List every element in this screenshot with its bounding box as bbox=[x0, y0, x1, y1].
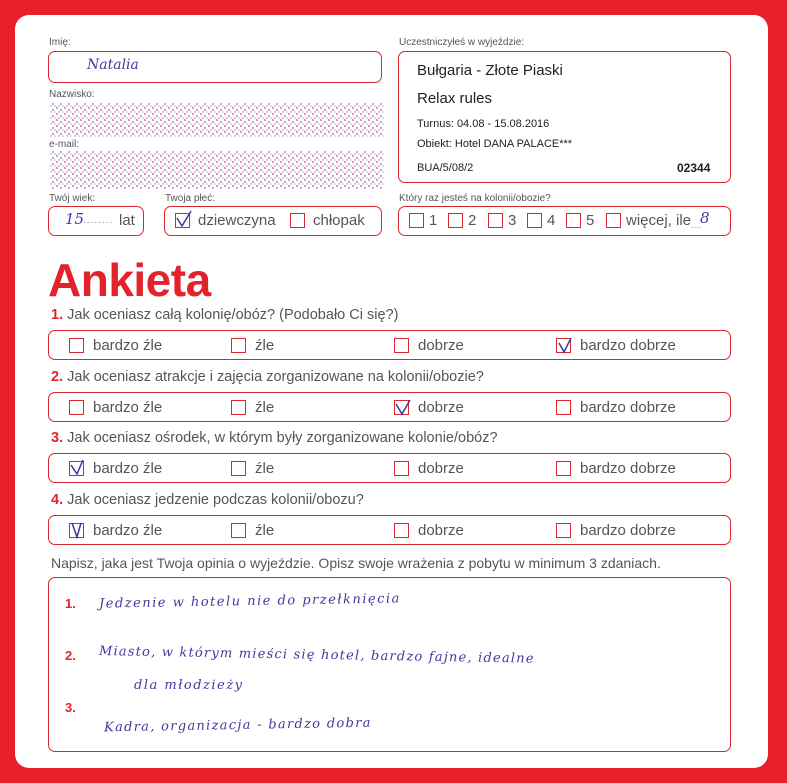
q3-zle-label: źle bbox=[255, 460, 275, 477]
visits-option-5-checkbox[interactable] bbox=[566, 213, 581, 228]
q2-zle-label: źle bbox=[255, 399, 275, 416]
question-2 bbox=[51, 369, 484, 385]
age-unit: lat bbox=[119, 212, 135, 229]
trip-program: Relax rules bbox=[417, 90, 493, 107]
age-dots: ........ bbox=[83, 215, 114, 226]
visits-more-label: więcej, ile bbox=[626, 212, 692, 229]
q2-bardzo-dobrze-checkbox[interactable] bbox=[556, 400, 571, 415]
visits-option-1-label: 1 bbox=[429, 212, 438, 229]
gender-field bbox=[164, 206, 382, 236]
name-value: Natalia bbox=[87, 57, 139, 73]
q3-dobrze-checkbox[interactable] bbox=[394, 461, 409, 476]
visits-option-4-label: 4 bbox=[547, 212, 556, 229]
question-2-text: Jak oceniasz atrakcje i zajęcia zorganizowane na kolonii/obozie? bbox=[67, 369, 484, 385]
q4-bardzo-dobrze-checkbox[interactable] bbox=[556, 523, 571, 538]
q3-dobrze-label: dobrze bbox=[418, 460, 464, 477]
visits-option-4-checkbox[interactable] bbox=[527, 213, 542, 228]
q1-bardzo-dobrze-label: bardzo dobrze bbox=[580, 337, 676, 354]
email-redacted bbox=[48, 149, 386, 191]
q2-zle-checkbox[interactable] bbox=[231, 400, 246, 415]
question-2-number: 2. bbox=[51, 369, 64, 385]
visits-more-value: 8 bbox=[700, 209, 710, 227]
surname-label: Nazwisko: bbox=[49, 89, 95, 100]
opinion-line-1-number: 1. bbox=[65, 596, 76, 611]
question-1-text: Jak oceniasz całą kolonię/obóz? (Podobało Ci się?) bbox=[67, 307, 399, 323]
question-4-options bbox=[48, 515, 731, 545]
q2-dobrze-label: dobrze bbox=[418, 399, 464, 416]
q2-bardzo-zle-checkbox[interactable] bbox=[69, 400, 84, 415]
opinion-line-3-text: Kadra, organizacja - bardzo dobra bbox=[103, 715, 372, 736]
q4-zle-checkbox[interactable] bbox=[231, 523, 246, 538]
visits-option-1-checkbox[interactable] bbox=[409, 213, 424, 228]
q1-bardzo-zle-label: bardzo źle bbox=[93, 337, 163, 354]
q3-bardzo-dobrze-label: bardzo dobrze bbox=[580, 460, 676, 477]
visits-more-checkbox[interactable] bbox=[606, 213, 621, 228]
question-3 bbox=[51, 430, 498, 446]
trip-obiekt: Obiekt: Hotel DANA PALACE*** bbox=[417, 138, 573, 150]
gender-male-label: chłopak bbox=[313, 212, 365, 229]
survey-sheet bbox=[15, 15, 768, 768]
gender-female-checkbox[interactable] bbox=[175, 213, 190, 228]
q4-zle-label: źle bbox=[255, 522, 275, 539]
visits-option-3-label: 3 bbox=[508, 212, 517, 229]
opinion-box[interactable] bbox=[48, 577, 731, 752]
question-4-text: Jak oceniasz jedzenie podczas kolonii/obozu? bbox=[67, 492, 364, 508]
age-value: 15 bbox=[65, 210, 85, 228]
age-field[interactable] bbox=[48, 206, 144, 236]
opinion-line-2-number: 2. bbox=[65, 648, 76, 663]
q2-bardzo-zle-label: bardzo źle bbox=[93, 399, 163, 416]
q1-dobrze-label: dobrze bbox=[418, 337, 464, 354]
trip-label: Uczestniczyłeś w wyjeździe: bbox=[399, 37, 525, 48]
opinion-line-1-text: Jedzenie w hotelu nie do przełknięcia bbox=[98, 591, 401, 612]
trip-code: BUA/5/08/2 bbox=[417, 162, 474, 174]
question-3-text: Jak oceniasz ośrodek, w którym były zorganizowane kolonie/obóz? bbox=[67, 430, 498, 446]
q1-bardzo-dobrze-checkbox[interactable] bbox=[556, 338, 571, 353]
q1-bardzo-zle-checkbox[interactable] bbox=[69, 338, 84, 353]
q3-zle-checkbox[interactable] bbox=[231, 461, 246, 476]
opinion-line-3-number: 3. bbox=[65, 700, 76, 715]
question-1 bbox=[51, 307, 398, 323]
q3-bardzo-dobrze-checkbox[interactable] bbox=[556, 461, 571, 476]
gender-female-label: dziewczyna bbox=[198, 212, 276, 229]
q1-zle-checkbox[interactable] bbox=[231, 338, 246, 353]
question-1-options bbox=[48, 330, 731, 360]
visits-label: Który raz jesteś na kolonii/obozie? bbox=[399, 193, 551, 204]
trip-number: 02344 bbox=[677, 161, 711, 175]
q4-dobrze-label: dobrze bbox=[418, 522, 464, 539]
q4-bardzo-zle-label: bardzo źle bbox=[93, 522, 163, 539]
visits-option-3-checkbox[interactable] bbox=[488, 213, 503, 228]
question-4 bbox=[51, 492, 364, 508]
trip-box bbox=[398, 51, 731, 183]
gender-label: Twoja płeć: bbox=[165, 193, 216, 204]
visits-more-dots: .... bbox=[691, 220, 702, 230]
question-1-number: 1. bbox=[51, 307, 64, 323]
email-label: e-mail: bbox=[49, 139, 80, 150]
survey-title: Ankieta bbox=[48, 254, 211, 306]
opinion-line-2-cont: dla młodzieży bbox=[134, 678, 244, 693]
q1-dobrze-checkbox[interactable] bbox=[394, 338, 409, 353]
q3-bardzo-zle-label: bardzo źle bbox=[93, 460, 163, 477]
visits-option-5-label: 5 bbox=[586, 212, 595, 229]
trip-turnus: Turnus: 04.08 - 15.08.2016 bbox=[417, 118, 550, 130]
q1-zle-label: źle bbox=[255, 337, 275, 354]
gender-male-checkbox[interactable] bbox=[290, 213, 305, 228]
question-3-options bbox=[48, 453, 731, 483]
question-3-number: 3. bbox=[51, 430, 64, 446]
q4-bardzo-dobrze-label: bardzo dobrze bbox=[580, 522, 676, 539]
opinion-prompt: Napisz, jaka jest Twoja opinia o wyjeździe. Opisz swoje wrażenia z pobytu w minimum 3 zdaniach. bbox=[51, 555, 661, 571]
visits-option-2-checkbox[interactable] bbox=[448, 213, 463, 228]
age-label: Twój wiek: bbox=[49, 193, 96, 204]
visits-option-2-label: 2 bbox=[468, 212, 477, 229]
surname-redacted bbox=[48, 101, 386, 139]
question-4-number: 4. bbox=[51, 492, 64, 508]
q2-bardzo-dobrze-label: bardzo dobrze bbox=[580, 399, 676, 416]
trip-destination: Bułgaria - Złote Piaski bbox=[417, 62, 563, 79]
q4-dobrze-checkbox[interactable] bbox=[394, 523, 409, 538]
visits-field bbox=[398, 206, 731, 236]
name-label: Imię: bbox=[49, 37, 71, 48]
name-field[interactable] bbox=[48, 51, 382, 83]
q4-bardzo-zle-checkbox[interactable] bbox=[69, 523, 84, 538]
q3-bardzo-zle-checkbox[interactable] bbox=[69, 461, 84, 476]
q2-dobrze-checkbox[interactable] bbox=[394, 400, 409, 415]
opinion-line-2-text: Miasto, w którym mieści się hotel, bardzo fajne, idealne bbox=[98, 644, 535, 667]
question-2-options bbox=[48, 392, 731, 422]
